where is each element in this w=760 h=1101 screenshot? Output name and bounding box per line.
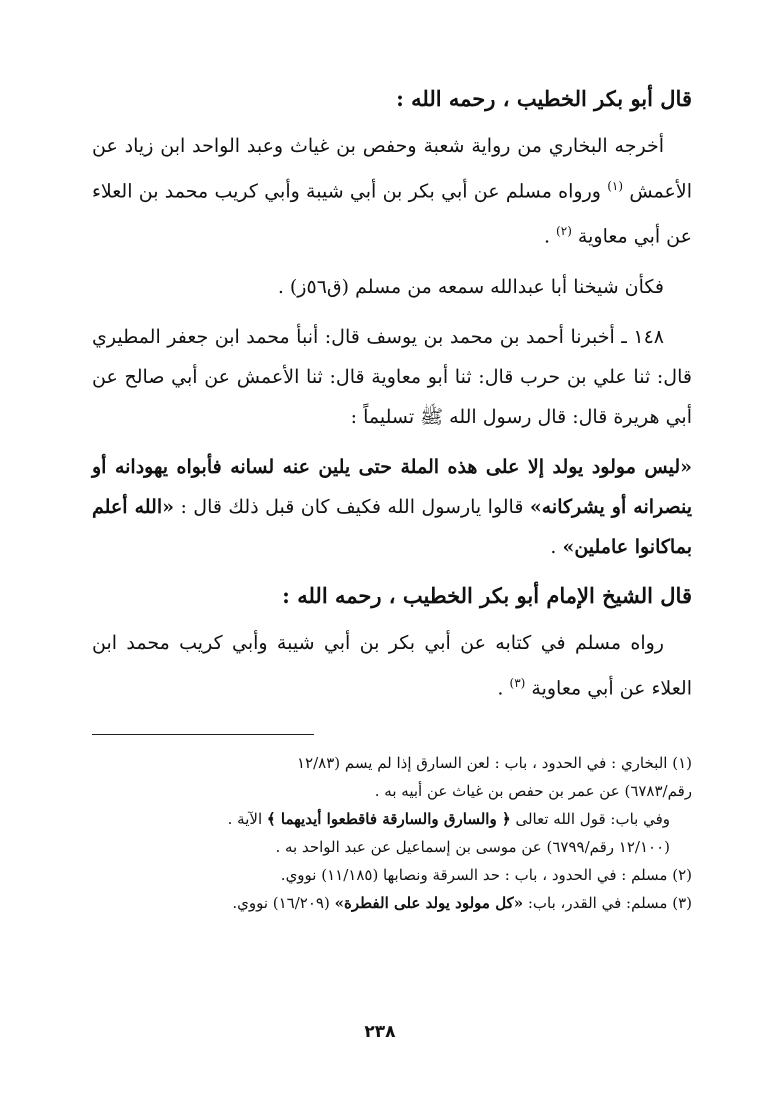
text: قالوا يارسول الله فكيف كان قبل ذلك قال :: [174, 495, 530, 518]
text: .: [550, 535, 563, 558]
footnote-1-line-3: [92, 805, 692, 833]
paragraph-takhrij-1: [92, 126, 692, 257]
footnote-ref-3: (٣): [509, 675, 526, 690]
footnote-1-line-1: (١) البخاري : في الحدود ، باب : لعن السارق إذا لم يسم (١٢/٨٣: [296, 753, 692, 772]
section-heading-1: قال أبو بكر الخطيب ، رحمه الله :: [396, 86, 692, 111]
hadith-title: «كل مولود يولد على الفطرة»: [334, 893, 524, 912]
text: (١٦/٢٠٩) نووي.: [232, 893, 335, 912]
footnotes: [92, 749, 692, 917]
text: .: [497, 676, 510, 699]
footnote-2: (٢) مسلم : في الحدود ، باب : حد السرقة ونصابها (١١/١٨٥) نووي.: [280, 865, 692, 884]
text: (٣) مسلم: في القدر، باب:: [523, 893, 692, 912]
text: الآية .: [227, 809, 267, 828]
text: ورواه مسلم عن أبي بكر بن أبي شيبة وأبي كريب محمد بن العلاء عن أبي معاوية: [92, 180, 692, 248]
page-number: ٢٣٨: [364, 1022, 396, 1042]
paragraph-note: فكأن شيخنا أبا عبدالله سمعه من مسلم (ق٥٦ز) .: [277, 275, 664, 298]
footnote-ref-2: (٢): [556, 224, 572, 239]
paragraph-isnad-148: ١٤٨ ـ أخبرنا أحمد بن محمد بن يوسف قال: أنبأ محمد ابن جعفر المطيري قال: ثنا علي بن حرب قال: ثنا أبو معاوية قال: ثنا الأعمش عن أبي صالح عن أبي هريرة قال: قال رسول الله ﷺ تسليماً :: [92, 325, 692, 428]
footnote-1-line-4: (١٢/١٠٠ رقم/٦٧٩٩) عن موسى بن إسماعيل عن عبد الواحد به .: [275, 837, 670, 856]
footnote-3: [92, 889, 692, 917]
section-heading-2: قال الشيخ الإمام أبو بكر الخطيب ، رحمه الله :: [282, 582, 692, 608]
paragraph-hadith-text: [92, 447, 692, 567]
quran-quote: ﴿ والسارق والسارقة فاقطعوا أيديهما ﴾: [266, 809, 511, 828]
text: أخرجه البخاري من رواية شعبة وحفص بن غياث وعبد الواحد ابن زياد عن الأعمش: [92, 135, 692, 203]
footnote-ref-1: (١): [607, 179, 624, 193]
hadith-quote: «الله أعلم بماكانوا عاملين»: [92, 495, 692, 558]
footnote-divider: [92, 734, 314, 735]
page-body: [92, 80, 692, 1070]
paragraph-takhrij-2: [92, 623, 692, 708]
text: رواه مسلم في كتابه عن أبي بكر بن أبي شيبة وأبي كريب محمد ابن العلاء عن أبي معاوية: [92, 631, 692, 699]
hadith-quote: «ليس مولود يولد إلا على هذه الملة حتى يلين عنه لسانه فأبواه يهودانه أو ينصرانه أو يشركانه»: [92, 455, 692, 518]
text: .: [543, 225, 557, 248]
text: وفي باب: قول الله تعالى: [510, 809, 670, 828]
footnote-1-line-2: رقم/٦٧٨٣) عن عمر بن حفص بن غياث عن أبيه به .: [374, 781, 692, 800]
